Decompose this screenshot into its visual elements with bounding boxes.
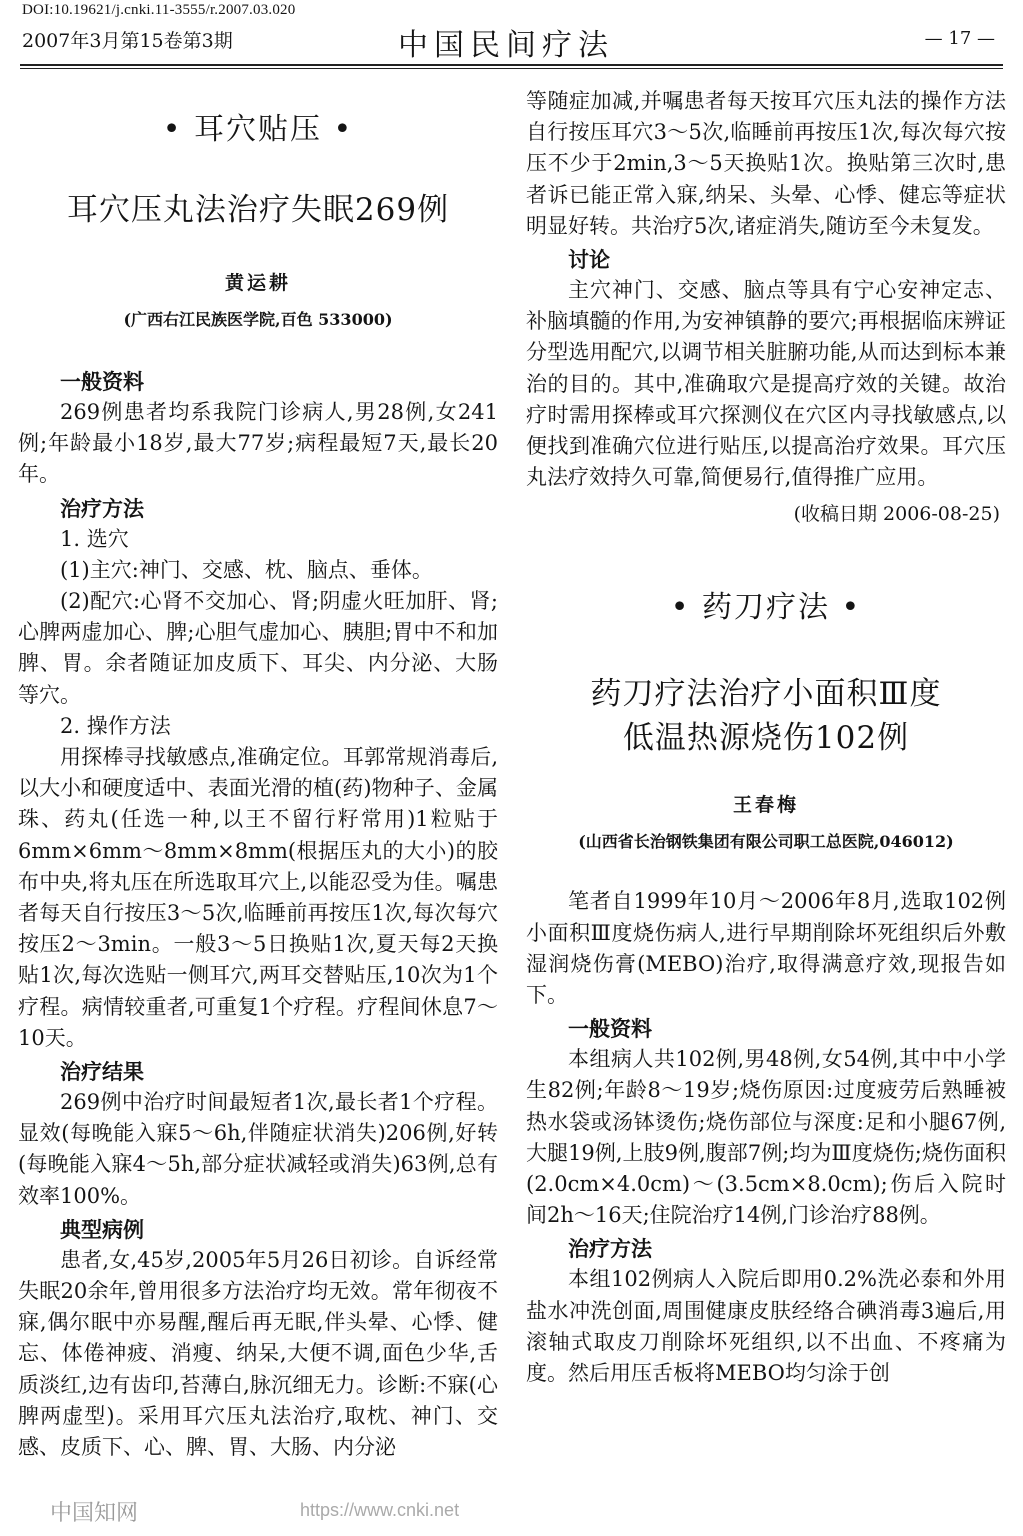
page-number: — 17 — <box>924 28 995 49</box>
method-aux-points: (2)配穴:心肾不交加心、肾;阴虚火旺加肝、肾;心脾两虚加心、脾;心胆气虚加心、胰胆;胃中不和加脾、胃。余者随证加皮质下、耳尖、内分泌、大肠等穴。 <box>18 589 498 707</box>
method-main-points: (1)主穴:神门、交感、枕、脑点、垂体。 <box>60 557 433 582</box>
paragraph-result: 269例中治疗时间最短者1次,最长者1个疗程。显效(每晚能入寐5～6h,伴随症状消失)206例,好转(每晚能入寐4～5h,部分症状减轻或消失)63例,总有效率100%。 <box>18 1090 498 1208</box>
heading-discussion: 讨论 <box>568 247 610 273</box>
heading-method-2: 治疗方法 <box>568 1236 652 1262</box>
header-rule-thin <box>20 68 1003 69</box>
issue-info: 2007年3月第15卷第3期 <box>22 30 233 52</box>
article-title-1: 耳穴压丸法治疗失眠269例 <box>66 192 450 228</box>
method-operation: 2. 操作方法 <box>60 713 171 738</box>
paragraph-method-2: 本组102例病人入院后即用0.2%洗必泰和外用盐水冲洗创面,周围健康皮肤经络合碘消毒3遍后,用滚轴式取皮刀削除坏死组织,以不出血、不疼痛为度。然后用压舌板将MEBO均匀涂于创 <box>526 1267 1006 1386</box>
paragraph-general: 269例患者均系我院门诊病人,男28例,女241例;年龄最小18岁,最大77岁;病程最短7天,最长20年。 <box>18 400 498 487</box>
heading-case: 典型病例 <box>60 1216 144 1242</box>
heading-general: 一般资料 <box>60 369 144 394</box>
section-title-knife: • 药刀疗法 • <box>670 590 862 626</box>
paragraph-intro-2: 笔者自1999年10月～2006年8月,选取102例小面积Ⅲ度烧伤病人,进行早期削除坏死组织后外敷湿润烧伤膏(MEBO)治疗,取得满意疗效,现报告如下。 <box>526 889 1006 1008</box>
journal-name: 中国民间疗法 <box>398 28 614 63</box>
heading-general-2: 一般资料 <box>568 1016 652 1042</box>
header-rule <box>20 64 1003 66</box>
doi-line: DOI:10.19621/j.cnki.11-3555/r.2007.03.020 <box>22 2 296 18</box>
heading-method: 治疗方法 <box>60 495 144 521</box>
paragraph-general-2: 本组病人共102例,男48例,女54例,其中中小学生82例;年龄8～19岁;烧伤原因:过度疲劳后熟睡被热水袋或汤钵烫伤;烧伤部位与深度:足和小腿67例,大腿19例,上肢9例,腹部7例;均为Ⅲ度烧伤;烧伤面积(2.0cm×4.0cm)～(3.5cm×8.0cm);伤后入院时间2h～16天;住院治疗14例,门诊治疗88例。 <box>526 1047 1006 1228</box>
article-title-2-line2: 低温热源烧伤102例 <box>622 720 910 757</box>
paragraph-case: 患者,女,45岁,2005年5月26日初诊。自诉经常失眠20余年,曾用很多方法治疗均无效。常年彻夜不寐,偶尔眠中亦易醒,醒后再无眠,伴头晕、心悸、健忘、体倦神疲、消瘦、纳呆,大便不调,面色少华,舌质淡红,边有齿印,苔薄白,脉沉细无力。诊断:不寐(心脾两虚型)。采用耳穴压丸法治疗,取枕、神门、交感、皮质下、心、脾、胃、大肠、内分泌 <box>18 1247 498 1460</box>
method-select-points: 1. 选穴 <box>60 526 129 551</box>
paragraph-discussion: 主穴神门、交感、脑点等具有宁心安神定志、补脑填髓的作用,为安神镇静的要穴;再根据临床辨证分型选用配穴,以调节相关脏腑功能,从而达到标本兼治的目的。其中,准确取穴是提高疗效的关键。故治疗时需用探棒或耳穴探测仪在穴区内寻找敏感点,以便找到准确穴位进行贴压,以提高治疗效果。耳穴压丸法疗效持久可靠,简便易行,值得推广应用。 <box>526 278 1006 490</box>
cnki-watermark: 中国知网 <box>50 1500 139 1525</box>
left-column <box>18 80 498 1463</box>
paragraph-case-continued: 等随症加减,并嘱患者每天按耳穴压丸法的操作方法自行按压耳穴3～5次,临睡前再按压1次,每次每穴按压不少于2min,3～5天换贴1次。换贴第三次时,患者诉已能正常入寐,纳呆、头晕、心悸、健忘等症状明显好转。共治疗5次,诸症消失,随访至今未复发。 <box>526 89 1006 238</box>
author-1: 黄运耕 <box>224 272 291 294</box>
affiliation-1: (广西右江民族医学院,百色 533000) <box>123 310 393 329</box>
author-2: 王春梅 <box>732 794 799 817</box>
section-title-ear: • 耳穴贴压 • <box>162 112 354 147</box>
cnki-url: https://www.cnki.net <box>300 1500 460 1520</box>
paragraph-operation: 用探棒寻找敏感点,准确定位。耳郭常规消毒后,以大小和硬度适中、表面光滑的植(药)物种子、金属珠、药丸(任选一种,以王不留行籽常用)1粒贴于6mm×6mm～8mm×8mm(根据压丸的大小)的胶布中央,将丸压在所选取耳穴上,以能忍受为佳。嘱患者每天自行按压3～5次,临睡前再按压1次,每次每穴按压2～3min。一般3～5日换贴1次,夏天每2天换贴1次,每次选贴一侧耳穴,两耳交替贴压,10次为1个疗程。病情较重者,可重复1个疗程。疗程间休息7～10天。 <box>18 745 498 1050</box>
affiliation-2: (山西省长治钢铁集团有限公司职工总医院,046012) <box>578 832 954 852</box>
right-column <box>526 86 1006 1389</box>
received-date: (收稿日期 2006-08-25) <box>793 503 1000 526</box>
heading-result: 治疗结果 <box>60 1059 144 1085</box>
article-title-2-line1: 药刀疗法治疗小面积Ⅲ度 <box>590 676 942 713</box>
